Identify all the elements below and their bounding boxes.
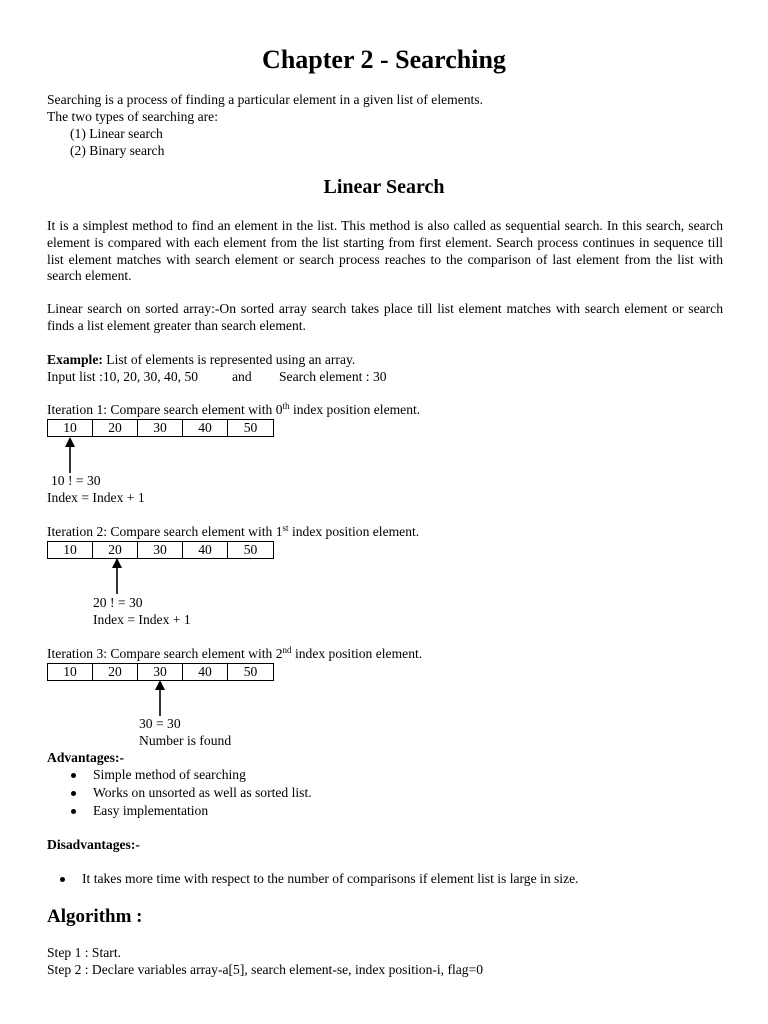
intro-line-1: Searching is a process of finding a particular element in a given list of elements. (47, 92, 483, 107)
iteration-2-caption: Iteration 2: Compare search element with 1st index position element. (47, 523, 420, 539)
iteration-1-note-1: 10 ! = 30 (51, 473, 101, 488)
advantages-list (66, 766, 312, 820)
array-cell: 50 (243, 420, 258, 435)
array-cell: 40 (183, 420, 228, 436)
array-cell: 20 (93, 542, 138, 558)
linear-description: It is a simplest method to find an element in the list. This method is also called as sequential search. In this search, search element is compared with each element from the list starting from first element. Search process continues in sequence till list element matches with search element or search process reaches to the comparison of last element from the list with search element. (47, 218, 723, 284)
example-text: List of elements is represented using an array. (102, 352, 356, 367)
iteration-1-caption: Iteration 1: Compare search element with 0th index position element. (47, 401, 421, 417)
array-cell: 20 (93, 664, 138, 680)
array-cell: 40 (183, 664, 228, 680)
search-type-binary: (2) Binary search (70, 143, 165, 158)
bullet-icon (71, 773, 76, 778)
bullet-icon (71, 791, 76, 796)
iteration-2-note-1: 20 ! = 30 (93, 595, 143, 610)
example-label: Example: (47, 352, 103, 367)
list-item: Simple method of searching (66, 766, 312, 784)
algorithm-step-1: Step 1 : Start. (47, 945, 122, 960)
array-cell: 10 (48, 664, 93, 680)
iteration-2-array (47, 541, 274, 559)
input-list: Input list :10, 20, 30, 40, 50 (47, 369, 199, 384)
array-cell: 30 (138, 542, 183, 558)
iteration-1-note-2: Index = Index + 1 (47, 490, 145, 505)
example-line (47, 352, 355, 369)
list-item: Works on unsorted as well as sorted list. (66, 784, 312, 802)
pointer-arrow-icon (111, 558, 123, 594)
array-cell: 10 (48, 420, 93, 436)
array-cell: 30 (138, 420, 183, 436)
iteration-3-note-1: 30 = 30 (139, 716, 181, 731)
array-cell: 50 (243, 542, 258, 557)
list-item: Easy implementation (66, 802, 312, 820)
linear-search-heading: Linear Search (323, 176, 445, 198)
sorted-array-description: Linear search on sorted array:-On sorted array search takes place till list element matches with search element or search finds a list element greater than search element. (47, 301, 723, 333)
algorithm-step-2: Step 2 : Declare variables array-a[5], search element-se, index position-i, flag=0 (47, 962, 484, 977)
search-type-linear: (1) Linear search (70, 126, 163, 141)
search-element: Search element : 30 (279, 369, 387, 384)
pointer-arrow-icon (154, 680, 166, 716)
disadvantages-heading: Disadvantages:- (47, 837, 140, 852)
iteration-3-caption: Iteration 3: Compare search element with 2nd index position element. (47, 645, 423, 661)
pointer-arrow-icon (64, 437, 76, 473)
iteration-3-note-2: Number is found (139, 733, 232, 748)
bullet-icon (60, 877, 65, 882)
page-title: Chapter 2 - Searching (262, 45, 506, 74)
input-and: and (232, 369, 252, 384)
iteration-3-array (47, 663, 274, 681)
disadvantages-list (55, 870, 579, 888)
array-cell: 30 (138, 664, 183, 680)
array-cell: 10 (48, 542, 93, 558)
advantages-heading: Advantages:- (47, 750, 125, 765)
iteration-2-note-2: Index = Index + 1 (93, 612, 191, 627)
intro-line-2: The two types of searching are: (47, 109, 218, 124)
bullet-icon (71, 809, 76, 814)
iteration-1-array (47, 419, 274, 437)
array-cell: 20 (93, 420, 138, 436)
algorithm-heading: Algorithm : (47, 906, 143, 927)
array-cell: 40 (183, 542, 228, 558)
list-item: It takes more time with respect to the number of comparisons if element list is large in size. (55, 870, 579, 888)
array-cell: 50 (243, 664, 258, 679)
